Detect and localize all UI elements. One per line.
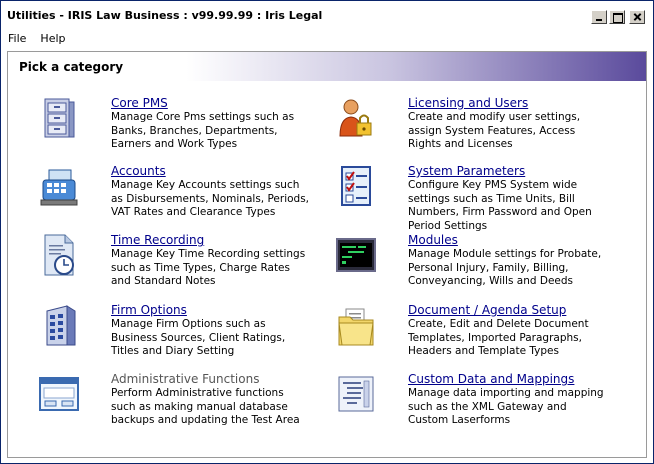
category-title[interactable]: System Parameters bbox=[408, 164, 526, 178]
maximize-button[interactable] bbox=[609, 10, 625, 24]
filing-cabinet-icon[interactable] bbox=[39, 96, 79, 140]
category-title[interactable]: Time Recording bbox=[111, 233, 205, 247]
page-title: Pick a category bbox=[19, 60, 124, 74]
category-title: Administrative Functions bbox=[111, 372, 260, 386]
category-title[interactable]: Custom Data and Mappings bbox=[408, 372, 575, 386]
minimize-button[interactable] bbox=[591, 10, 607, 24]
category-firm-options bbox=[39, 303, 309, 367]
user-lock-icon[interactable] bbox=[336, 96, 376, 140]
category-title[interactable]: Accounts bbox=[111, 164, 166, 178]
category-title[interactable]: Document / Agenda Setup bbox=[408, 303, 567, 317]
category-core-pms bbox=[39, 96, 309, 160]
menu-bar bbox=[1, 29, 653, 48]
window-title: Utilities - IRIS Law Business : v99.99.99 : Iris Legal bbox=[7, 9, 323, 22]
category-description: Create and modify user settings, assign System Features, Access Rights and Licenses bbox=[408, 111, 581, 150]
folder-documents-icon[interactable] bbox=[336, 303, 376, 347]
cash-register-icon[interactable] bbox=[39, 164, 79, 208]
category-custom-data-and-mappings bbox=[336, 372, 606, 436]
category-title[interactable]: Firm Options bbox=[111, 303, 187, 317]
category-description: Manage Firm Options such as Business Sources, Client Ratings, Titles and Diary Setting bbox=[111, 318, 286, 357]
category-time-recording bbox=[39, 233, 309, 297]
category-description: Manage Module settings for Probate, Personal Injury, Family, Billing, Conveyancing, Wills and Deeds bbox=[408, 248, 602, 287]
category-title[interactable]: Modules bbox=[408, 233, 458, 247]
category-header bbox=[8, 52, 646, 81]
category-description: Manage data importing and mapping such as the XML Gateway and Custom Laserforms bbox=[408, 387, 604, 426]
menu-help[interactable]: Help bbox=[40, 32, 66, 45]
category-description: Manage Key Time Recording settings such as Time Types, Charge Rates and Standard Notes bbox=[111, 248, 306, 287]
window-dialog-icon[interactable] bbox=[39, 372, 79, 416]
category-document-agenda-setup bbox=[336, 303, 606, 367]
category-panel bbox=[7, 51, 647, 458]
category-description: Configure Key PMS System wide settings such as Time Units, Bill Numbers, Firm Password and Open Period Settings bbox=[408, 179, 592, 232]
category-administrative-functions bbox=[39, 372, 309, 436]
checklist-icon[interactable] bbox=[336, 164, 376, 208]
category-title[interactable]: Core PMS bbox=[111, 96, 168, 110]
data-list-icon[interactable] bbox=[336, 372, 376, 416]
category-licensing-and-users bbox=[336, 96, 606, 160]
window-controls bbox=[591, 10, 645, 24]
category-system-parameters bbox=[336, 164, 606, 232]
close-button[interactable] bbox=[629, 10, 645, 24]
menu-file[interactable]: File bbox=[8, 32, 27, 45]
category-accounts bbox=[39, 164, 309, 228]
category-description: Manage Core Pms settings such as Banks, Branches, Departments, Earners and Work Types bbox=[111, 111, 295, 150]
category-modules bbox=[336, 233, 606, 297]
category-description: Manage Key Accounts settings such as Disbursements, Nominals, Periods, VAT Rates and Clearance Types bbox=[111, 179, 310, 218]
category-description: Perform Administrative functions such as making manual database backups and updating the Test Area bbox=[111, 387, 300, 426]
document-clock-icon[interactable] bbox=[39, 233, 79, 277]
title-bar[interactable] bbox=[1, 1, 653, 28]
category-title[interactable]: Licensing and Users bbox=[408, 96, 529, 110]
category-description: Create, Edit and Delete Document Templates, Imported Paragraphs, Headers and Template Types bbox=[408, 318, 589, 357]
console-icon[interactable] bbox=[336, 233, 376, 277]
office-building-icon[interactable] bbox=[39, 303, 79, 347]
